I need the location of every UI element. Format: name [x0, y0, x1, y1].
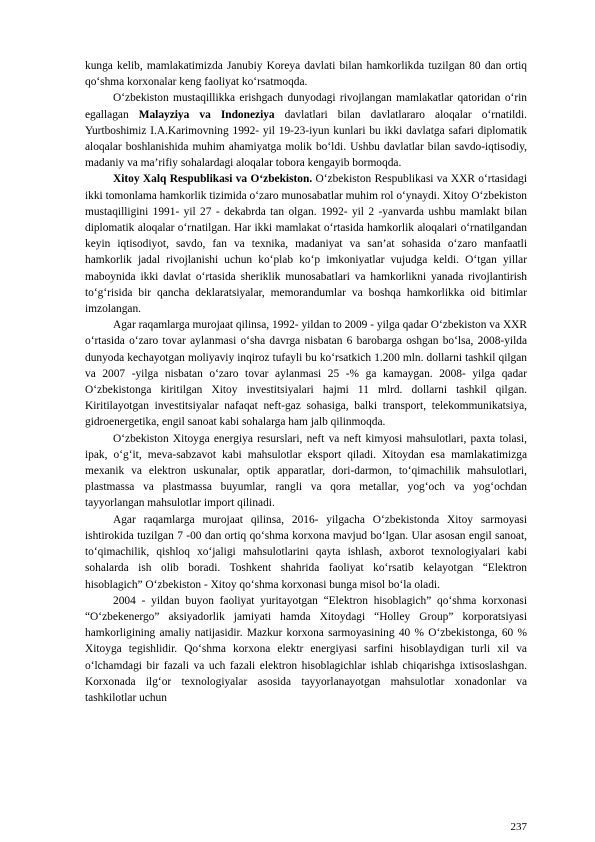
paragraph-6-text: Agar raqamlarga murojaat qilinsa, 2016- yilgacha O‘zbekistonda Xitoy sarmoyasi ishtirokida tuzilgan 7 -00 dan ortiq qo‘shma korxona mavjud bo‘lgan. Ular asosan engil sanoat, to‘qimachilik, qishloq xo‘jaligi mahsulotlarini qayta ishlash, axborot texnologiyalari kabi sohalarda ish olib boradi. Toshkent shahrida faoliyat ko‘rsatib kelayotgan “Elektron hisoblagich” O‘zbekiston - Xitoy qo‘shma korxonasi bunga misol bo‘la oladi. [85, 513, 527, 591]
paragraph-2-text-a: O‘zbekiston mustaqillikka erishgach dunyodagi rivojlangan mamlakatlar qatoridan o‘rin egallagan [85, 92, 527, 121]
paragraph-6 [85, 512, 527, 593]
paragraph-2 [85, 90, 527, 171]
paragraph-7 [85, 593, 527, 706]
paragraph-4-text: Agar raqamlarga murojaat qilinsa, 1992- yildan to 2009 - yilga qadar O‘zbekiston va XXR o‘rtasida o‘zaro tovar aylanmasi o‘sha davrga nisbatan 6 barobarga oshgan bo‘lsa, 2008-yilda dunyoda kechayotgan moliyaviy inqiroz tufayli bu ko‘rsatkich 1.200 mln. dollarni tashkil qilgan va 2007 -yilga nisbatan o‘zaro tovar aylanmasi 25 -% ga kamaygan. 2008- yilga qadar O‘zbekistonga kiritilgan Xitoy investitsiyalari hajmi 11 mlrd. dollarni tashkil qilgan. Kiritilayotgan investitsiyalar nafaqat neft-gaz sohasiga, balki transport, telekommunikatsiya, gidroenergetika, engil sanoat kabi sohalarga ham jalb qilinmoqda. [85, 319, 527, 429]
paragraph-3-bold-heading: Xitoy Xalq Respublikasi va O‘zbekiston. [113, 173, 313, 186]
paragraph-2-text-b: davlatlari bilan davlatlararo aloqalar o‘rnatildi. Yurtboshimiz I.A.Karimovning 1992- yil 19-23-iyun kunlari bu ikki davlatga safari diplomatik aloqalar boshlanishida muhim ahamiyatga molik bo‘ldi. Ushbu davlatlar bilan savdo-iqtisodiy, madaniy va ma’rifiy sohalardagi aloqalar tobora kengayib bormoqda. [85, 108, 527, 170]
paragraph-1 [85, 58, 527, 90]
page-number: 237 [510, 821, 527, 833]
document-body [85, 58, 527, 706]
paragraph-1-text: kunga kelib, mamlakatimizda Janubiy Koreya davlati bilan hamkorlikda tuzilgan 80 dan ortiq qo‘shma korxonalar keng faoliyat ko‘rsatmoqda. [85, 60, 527, 89]
paragraph-3 [85, 171, 527, 317]
paragraph-3-text: O‘zbekiston Respublikasi va XXR o‘rtasidagi ikki tomonlama hamkorlik tizimida o‘zaro munosabatlar muhim rol o‘ynaydi. Xitoy O‘zbekiston mustaqilligini 1991- yil 27 - dekabrda tan olgan. 1992- yil 2 -yanvarda ushbu mamlakt bilan diplomatik aloqalar o‘rnatilgan. Har ikki mamlakat o‘rtasida hamkorlik aloqalari o‘rnatilgandan keyin iqtisodiyot, savdo, fan va texnika, madaniyat va san’at sohasida o‘zaro manfaatli hamkorlik jadal rivojlanishi uchun ko‘plab ko‘p imkoniyatlar vujudga keldi. O‘tgan yillar maboynida ikki davlat o‘rtasida sheriklik munosabatlari va hamkorlikni yanada rivojlantirish to‘g‘risida bir qancha deklaratsiyalar, memorandumlar va boshqa hamkorlikka oid bitimlar imzolangan. [85, 173, 527, 316]
paragraph-2-bold-countries: Malayziya va Indoneziya [138, 108, 275, 121]
paragraph-5-text: O‘zbekiston Xitoyga energiya resurslari, neft va neft kimyosi mahsulotlari, paxta tolasi, ipak, o‘g‘it, meva-sabzavot kabi mahsulotlar eksport qiladi. Xitoydan esa mamlakatimizga mexanik va elektron uskunalar, optik apparatlar, dori-darmon, to‘qimachilik mahsulotlari, plastmassa va plastmassa buyumlar, rangli va qora metallar, yog‘och va yog‘ochdan tayyorlangan mahsulotlar import qilinadi. [85, 432, 527, 510]
paragraph-7-text: 2004 - yildan buyon faoliyat yuritayotgan “Elektron hisoblagich” qo‘shma korxonasi “O‘zbekenergo” aksiyadorlik jamiyati hamda Xitoydagi “Holley Group” korporatsiyasi hamkorligining amaliy natijasidir. Mazkur korxona sarmoyasining 40 % O‘zbekistonga, 60 % Xitoyga tegishlidir. Qo‘shma korxona elektr energiyasi sarfini hisoblaydigan turli xil va o‘lchamdagi bir fazali va uch fazali elektron hisoblagichlar ishlab chiqarishga ixtisoslashgan. Korxonada ilg‘or texnologiyalar asosida tayyorlanayotgan mahsulotlar xonadonlar va tashkilotlar uchun [85, 594, 527, 704]
paragraph-4 [85, 317, 527, 430]
paragraph-5 [85, 431, 527, 512]
